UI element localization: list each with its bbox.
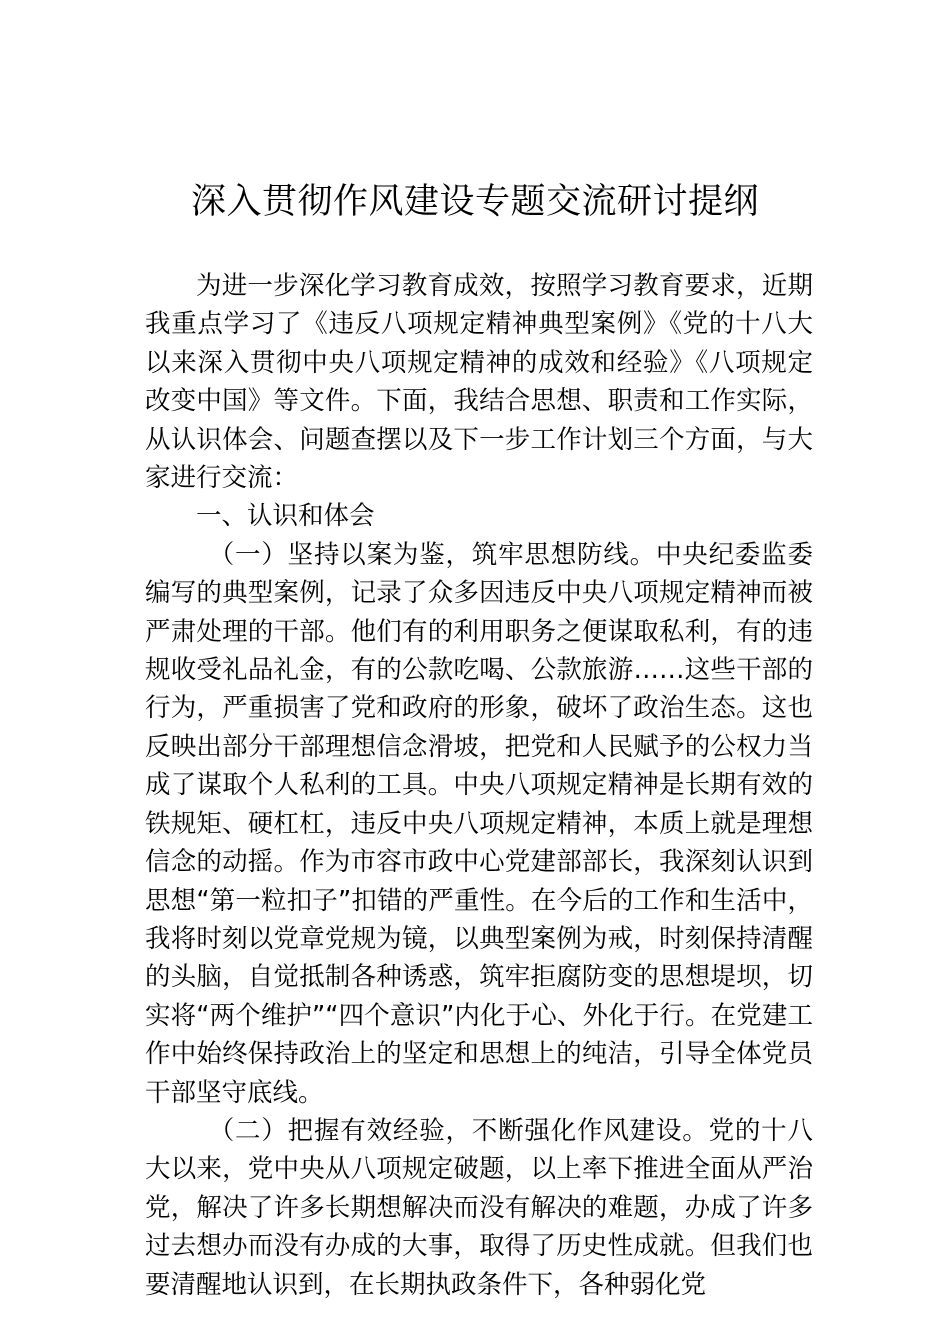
- paragraph-intro: 为进一步深化学习教育成效，按照学习教育要求，近期我重点学习了《违反八项规定精神典型案例》《党的十八大以来深入贯彻中央八项规定精神的成效和经验》《八项规定改变中国》等文件。下面，我结合思想、职责和工作实际，从认识体会、问题查摆以及下一步工作计划三个方面，与大家进行交流：: [145, 271, 813, 494]
- paragraph-point-2: （二）把握有效经验，不断强化作风建设。党的十八大以来，党中央从八项规定破题，以上率下推进全面从严治党，解决了许多长期想解决而没有解决的难题，办成了许多过去想办而没有办成的大事，取得了历史性成就。但我们也要清醒地认识到，在长期执政条件下，各种弱化党: [145, 1115, 813, 1300]
- document-body: [145, 267, 813, 1304]
- section-heading-1: 一、认识和体会: [196, 501, 375, 532]
- document-title: 深入贯彻作风建设专题交流研讨提纲: [190, 182, 759, 222]
- paragraph-point-1: （一）坚持以案为鉴，筑牢思想防线。中央纪委监委编写的典型案例，记录了众多因违反中央八项规定精神而被严肃处理的干部。他们有的利用职务之便谋取私利，有的违规收受礼品礼金，有的公款吃喝、公款旅游……这些干部的行为，严重损害了党和政府的形象，破坏了政治生态。这也反映出部分干部理想信念滑坡，把党和人民赋予的公权力当成了谋取个人私利的工具。中央八项规定精神是长期有效的铁规矩、硬杠杠，违反中央八项规定精神，本质上就是理想信念的动摇。作为市容市政中心党建部部长，我深刻认识到思想“第一粒扣子”扣错的严重性。在今后的工作和生活中，我将时刻以党章党规为镜，以典型案例为戒，时刻保持清醒的头脑，自觉抵制各种诱惑，筑牢拒腐防变的思想堤坝，切实将“两个维护”“四个意识”内化于心、外化于行。在党建工作中始终保持政治上的坚定和思想上的纯洁，引导全体党员干部坚守底线。: [145, 539, 813, 1108]
